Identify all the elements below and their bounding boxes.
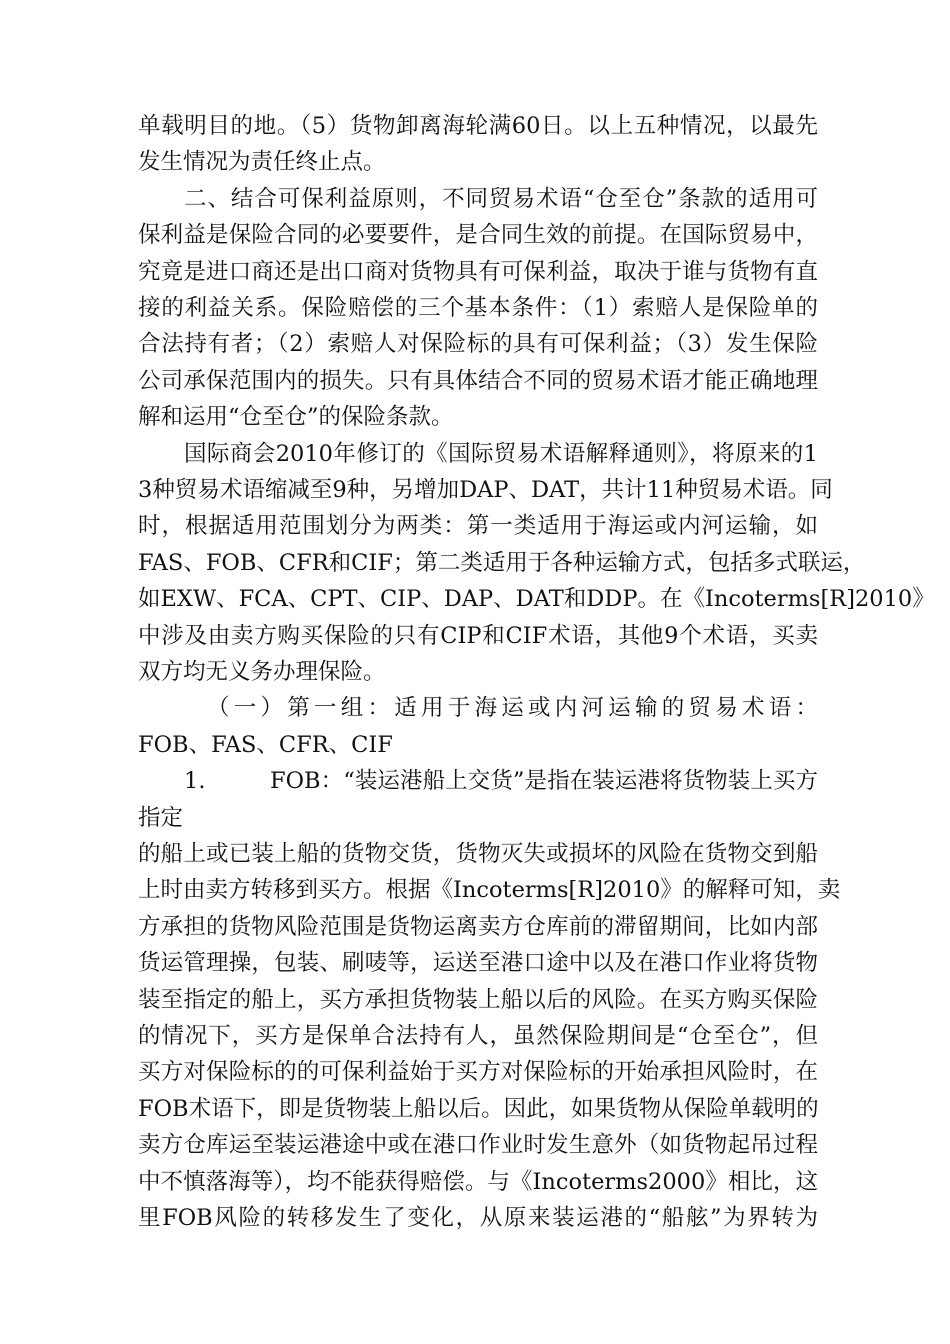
text-line: 的船上或已装上船的货物交货，货物灭失或损坏的风险在货物交到船 — [138, 841, 818, 867]
text-line: 究竟是进口商还是出口商对货物具有可保利益，取决于谁与货物有直 — [138, 259, 818, 285]
text-line: 上时由卖方转移到买方。根据《Incoterms[R]2010》的解释可知，卖 — [138, 877, 841, 903]
text-line: 公司承保范围内的损失。只有具体结合不同的贸易术语才能正确地理 — [138, 368, 818, 394]
text-line: FOB术语下，即是货物装上船以后。因此，如果货物从保险单载明的 — [138, 1096, 819, 1122]
text-line: 合法持有者；（2）索赔人对保险标的具有可保利益；（3）发生保险 — [138, 331, 818, 357]
text-line: 装至指定的船上，买方承担货物装上船以后的风险。在买方购买保险 — [138, 987, 818, 1013]
text-line: 指定 — [138, 805, 184, 831]
list-number: 1. — [184, 768, 206, 794]
text-line: 时，根据适用范围划分为两类：第一类适用于海运或内河运输，如 — [138, 513, 818, 539]
text-line: 如EXW、FCA、CPT、CIP、DAP、DAT和DDP。在《Incoterms[R]2010》 — [138, 586, 935, 612]
section-heading: （一）第一组：适用于海运或内河运输的贸易术语： — [207, 695, 818, 721]
text-line: 3种贸易术语缩减至9种，另增加DAP、DAT，共计11种贸易术语。同 — [138, 477, 833, 503]
text-line: 解和运用“仓至仓”的保险条款。 — [138, 404, 454, 430]
text-line: 方承担的货物风险范围是货物运离卖方仓库前的滞留期间，比如内部 — [138, 914, 818, 940]
text-line: 国际商会2010年修订的《国际贸易术语解释通则》，将原来的1 — [184, 441, 818, 467]
text-line: 货运管理操，包装、刷唛等，运送至港口途中以及在港口作业将货物 — [138, 950, 818, 976]
text-line: 接的利益关系。保险赔偿的三个基本条件：（1）索赔人是保险单的 — [138, 295, 818, 321]
paragraph-heading: 二、结合可保利益原则，不同贸易术语“仓至仓”条款的适用可 — [184, 186, 818, 212]
text-line: 的情况下，买方是保单合法持有人，虽然保险期间是“仓至仓”，但 — [138, 1023, 818, 1049]
text-line: 里FOB风险的转移发生了变化，从原来装运港的“船舷”为界转为 — [138, 1205, 818, 1231]
text-line: 买方对保险标的的可保利益始于买方对保险标的开始承担风险时，在 — [138, 1059, 818, 1085]
list-item-text: FOB：“装运港船上交货”是指在装运港将货物装上买方 — [270, 768, 818, 794]
text-line: 双方均无义务办理保险。 — [138, 659, 386, 685]
text-line: 卖方仓库运至装运港途中或在港口作业时发生意外（如货物起吊过程 — [138, 1132, 818, 1158]
text-line: 发生情况为责任终止点。 — [138, 149, 386, 175]
text-line: 保利益是保险合同的必要要件，是合同生效的前提。在国际贸易中， — [138, 222, 818, 248]
text-line: FAS、FOB、CFR和CIF；第二类适用于各种运输方式，包括多式联运， — [138, 550, 866, 576]
text-line: 中不慎落海等），均不能获得赔偿。与《Incoterms2000》相比，这 — [138, 1169, 818, 1195]
section-heading-terms: FOB、FAS、CFR、CIF — [138, 732, 393, 758]
text-line: 单载明目的地。（5）货物卸离海轮满60日。以上五种情况，以最先 — [138, 113, 818, 139]
text-line: 中涉及由卖方购买保险的只有CIP和CIF术语，其他9个术语，买卖 — [138, 623, 818, 649]
